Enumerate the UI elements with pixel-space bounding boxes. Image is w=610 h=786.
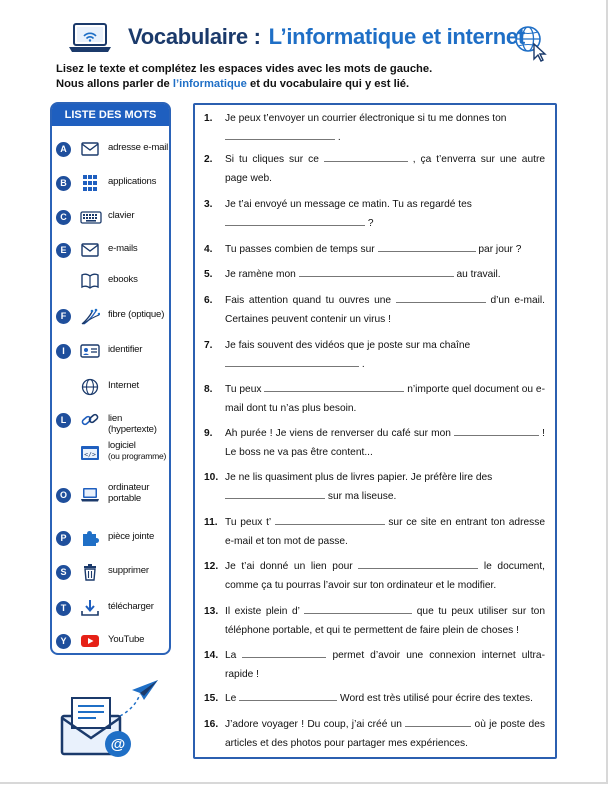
word-label-text: logiciel [108, 440, 136, 451]
word-list-item [52, 235, 170, 265]
word-list-item [52, 336, 170, 366]
svg-text:</>: </> [84, 450, 96, 459]
exercise-text-part: Tu peux [225, 384, 262, 395]
instructions-line-2 [56, 77, 576, 92]
title-sub: L’informatique et internet [268, 24, 525, 49]
instructions [56, 62, 576, 92]
exercise-text-part: où je poste des articles et des photos pour partager mes expériences. [225, 719, 545, 749]
exercise-text [225, 336, 545, 374]
keyboard-icon [80, 208, 100, 226]
exercise-number: 4. [204, 244, 213, 255]
word-label-text: portable [108, 493, 142, 504]
word-list-item [52, 202, 170, 232]
exercise-number: 13. [204, 606, 219, 617]
answer-blank[interactable] [304, 604, 412, 614]
word-label [108, 565, 170, 576]
exercise-number: 11. [204, 517, 218, 528]
exercise-text [225, 689, 545, 708]
answer-blank[interactable] [225, 216, 365, 226]
word-list-item [52, 301, 170, 331]
word-label-text: fibre (optique) [108, 309, 165, 320]
answer-blank[interactable] [396, 293, 486, 303]
exercise-text-part: Le [225, 693, 237, 704]
word-list-item [52, 266, 170, 296]
email-envelope-plane-icon [60, 678, 160, 758]
exercise-text [225, 150, 545, 188]
exercise-text-part: d’un e-mail. Certaines peuvent contenir un virus ! [225, 295, 545, 325]
answer-blank[interactable] [239, 691, 337, 701]
word-label [108, 440, 170, 462]
word-label [108, 601, 170, 612]
globe-icon [80, 378, 100, 396]
exercise-text-part: Il existe plein d’ [225, 606, 300, 617]
exercise-text-part: . [361, 359, 365, 370]
exercise-number: 16. [204, 719, 219, 730]
instructions-line-1: Lisez le texte et complétez les espaces vides avec les mots de gauche. [56, 63, 433, 75]
exercise-number: 3. [204, 199, 213, 210]
exercise-text-part: n’importe quel document ou e-mail dont tu n’as plus besoin. [225, 384, 545, 414]
exercise-text-part: . [337, 132, 341, 143]
exercise-text [225, 715, 545, 753]
fiber-icon [80, 307, 100, 325]
exercise-text-part: le document, comme ça tu pourras l’avoir sur ton ordinateur et le modifier. [225, 561, 545, 591]
word-label-text: télécharger [108, 601, 154, 612]
answer-blank[interactable] [264, 382, 404, 392]
instr-part: Nous allons parler de [56, 78, 173, 90]
exercise-text-part: Je t’ai donné un lien pour [225, 561, 353, 572]
exercise-text-part: ! Le boss ne va pas être content... [225, 428, 545, 458]
word-label-text: pièce jointe [108, 531, 155, 542]
exercise-text-part: Tu peux t’ [225, 517, 271, 528]
exercise-text-part: permet d’avoir une connexion internet ultra-rapide ! [225, 650, 545, 680]
word-letter-badge: O [56, 488, 71, 503]
exercise-text [225, 195, 545, 233]
exercise-number: 14. [204, 650, 219, 661]
exercise-text-part: La [225, 650, 237, 661]
instr-part: et du vocabulaire qui y est lié. [246, 78, 410, 90]
answer-blank[interactable] [299, 267, 454, 277]
exercise-text [225, 513, 545, 551]
envelope-icon [80, 241, 100, 259]
title-main: Vocabulaire : [128, 24, 261, 49]
word-list-item [52, 438, 170, 468]
exercise-text-part: par jour ? [478, 244, 522, 255]
word-label [108, 413, 170, 435]
link-icon [80, 411, 100, 429]
exercise-text-part: Ah purée ! Je viens de renverser du café sur mon [225, 428, 451, 439]
exercise-text-part: au travail. [456, 269, 501, 280]
word-letter-badge: P [56, 531, 71, 546]
word-label [108, 634, 170, 645]
exercise-text [225, 380, 545, 418]
exercise-text-part: J’adore voyager ! Du coup, j’ai créé un [225, 719, 402, 730]
svg-text:@: @ [110, 736, 126, 753]
exercise-text [225, 602, 545, 640]
exercise-text-part: sur ma liseuse. [327, 491, 397, 502]
word-letter-badge: A [56, 142, 71, 157]
exercise-text-part: ? [367, 218, 374, 229]
page-title [128, 24, 525, 50]
code-window-icon [80, 444, 100, 462]
answer-blank[interactable] [454, 426, 539, 436]
answer-blank[interactable] [358, 559, 478, 569]
apps-grid-icon [80, 174, 100, 192]
globe-cursor-icon [510, 22, 550, 62]
word-letter-badge: Y [56, 634, 71, 649]
instr-highlight: l’informatique [172, 78, 247, 90]
exercise-text-part: sur ce site en entrant ton adresse e-mail et ton mot de passe. [225, 517, 545, 547]
answer-blank[interactable] [405, 717, 471, 727]
word-letter-badge: I [56, 344, 71, 359]
word-list-item [52, 405, 170, 435]
word-letter-badge: T [56, 601, 71, 616]
word-label-text: adresse e-mail [108, 142, 169, 153]
word-label-text: Internet [108, 380, 139, 391]
word-letter-badge: E [56, 243, 71, 258]
exercise-box [193, 103, 557, 759]
exercise-text-part: Word est très utilisé pour écrire des textes. [340, 693, 533, 704]
exercise-text-part: Si tu cliques sur ce [225, 154, 319, 165]
exercise-text-part: Je ramène mon [225, 269, 296, 280]
word-label [108, 344, 170, 355]
laptop-wifi-icon [68, 22, 112, 54]
word-list-item [52, 372, 170, 402]
answer-blank[interactable] [378, 242, 476, 252]
word-list-item [52, 523, 170, 553]
laptop-icon [80, 486, 100, 504]
word-label-text: lien (hypertexte) [108, 413, 157, 435]
book-icon [80, 272, 100, 290]
exercise-number: 2. [204, 154, 213, 165]
id-card-icon [80, 342, 100, 360]
answer-blank[interactable] [275, 515, 385, 525]
exercise-number: 15. [204, 693, 219, 704]
answer-blank[interactable] [225, 130, 335, 140]
exercise-text [225, 265, 545, 284]
word-list-item [52, 134, 170, 164]
exercise-text [225, 424, 545, 462]
word-label-text: ebooks [108, 274, 138, 285]
exercise-text-part: Je t’ai envoyé un message ce matin. Tu as regardé tes [225, 199, 472, 210]
exercise-number: 8. [204, 384, 213, 395]
puzzle-icon [80, 529, 100, 547]
word-label [108, 274, 170, 285]
exercise-text-part: Je peux t’envoyer un courrier électronique si tu me donnes ton [225, 113, 507, 124]
exercise-number: 9. [204, 428, 213, 439]
word-label [108, 380, 170, 391]
word-label [108, 243, 170, 254]
youtube-icon [80, 632, 100, 650]
word-label-text: applications [108, 176, 157, 187]
envelope-icon [80, 140, 100, 158]
exercise-text-part: Fais attention quand tu ouvres une [225, 295, 392, 306]
word-letter-badge: C [56, 210, 71, 225]
answer-blank[interactable] [225, 357, 359, 367]
word-letter-badge: S [56, 565, 71, 580]
exercise-text [225, 557, 545, 595]
exercise-text [225, 468, 545, 506]
word-list-item [52, 593, 170, 623]
answer-blank[interactable] [324, 152, 408, 162]
word-label-text: supprimer [108, 565, 149, 576]
word-letter-badge: L [56, 413, 71, 428]
exercise-number: 7. [204, 340, 213, 351]
word-list-item [52, 626, 170, 656]
word-label-text: YouTube [108, 634, 145, 645]
exercise-text-part: Tu passes combien de temps sur [225, 244, 375, 255]
word-list-item [52, 557, 170, 587]
word-list-item [52, 480, 170, 510]
answer-blank[interactable] [225, 489, 325, 499]
word-label-text: (ou programme) [108, 451, 167, 461]
exercise-text [225, 109, 545, 147]
exercise-text-part: , ça t’enverra sur une autre page web. [225, 154, 545, 184]
word-label-text: identifier [108, 344, 143, 355]
exercise-text [225, 291, 545, 329]
word-letter-badge: B [56, 176, 71, 191]
word-list [50, 102, 171, 655]
word-list-heading: LISTE DES MOTS [52, 104, 169, 126]
word-label [108, 142, 170, 153]
exercise-number: 5. [204, 269, 213, 280]
exercise-number: 10. [204, 472, 219, 483]
exercise-text-part: Je ne lis quasiment plus de livres papier. Je préfère lire des [225, 472, 493, 483]
exercise-number: 1. [204, 113, 213, 124]
word-label [108, 309, 170, 320]
word-list-item [52, 168, 170, 198]
exercise-text-part: que tu peux utiliser sur ton téléphone portable, et qui te permettent de faire plein de choses ! [225, 606, 545, 636]
exercise-number: 12. [204, 561, 219, 572]
word-label [108, 176, 170, 187]
word-label-text: clavier [108, 210, 135, 221]
word-letter-badge: F [56, 309, 71, 324]
word-label [108, 210, 170, 221]
word-label-text: e-mails [108, 243, 138, 254]
word-label [108, 482, 170, 504]
trash-icon [80, 563, 100, 581]
exercise-text [225, 646, 545, 684]
word-label [108, 531, 170, 542]
exercise-text-part: Je fais souvent des vidéos que je poste sur ma chaîne [225, 340, 471, 351]
word-label-text: ordinateur [108, 482, 150, 493]
exercise-number: 6. [204, 295, 213, 306]
download-icon [80, 599, 100, 617]
exercise-text [225, 240, 545, 259]
answer-blank[interactable] [242, 648, 326, 658]
